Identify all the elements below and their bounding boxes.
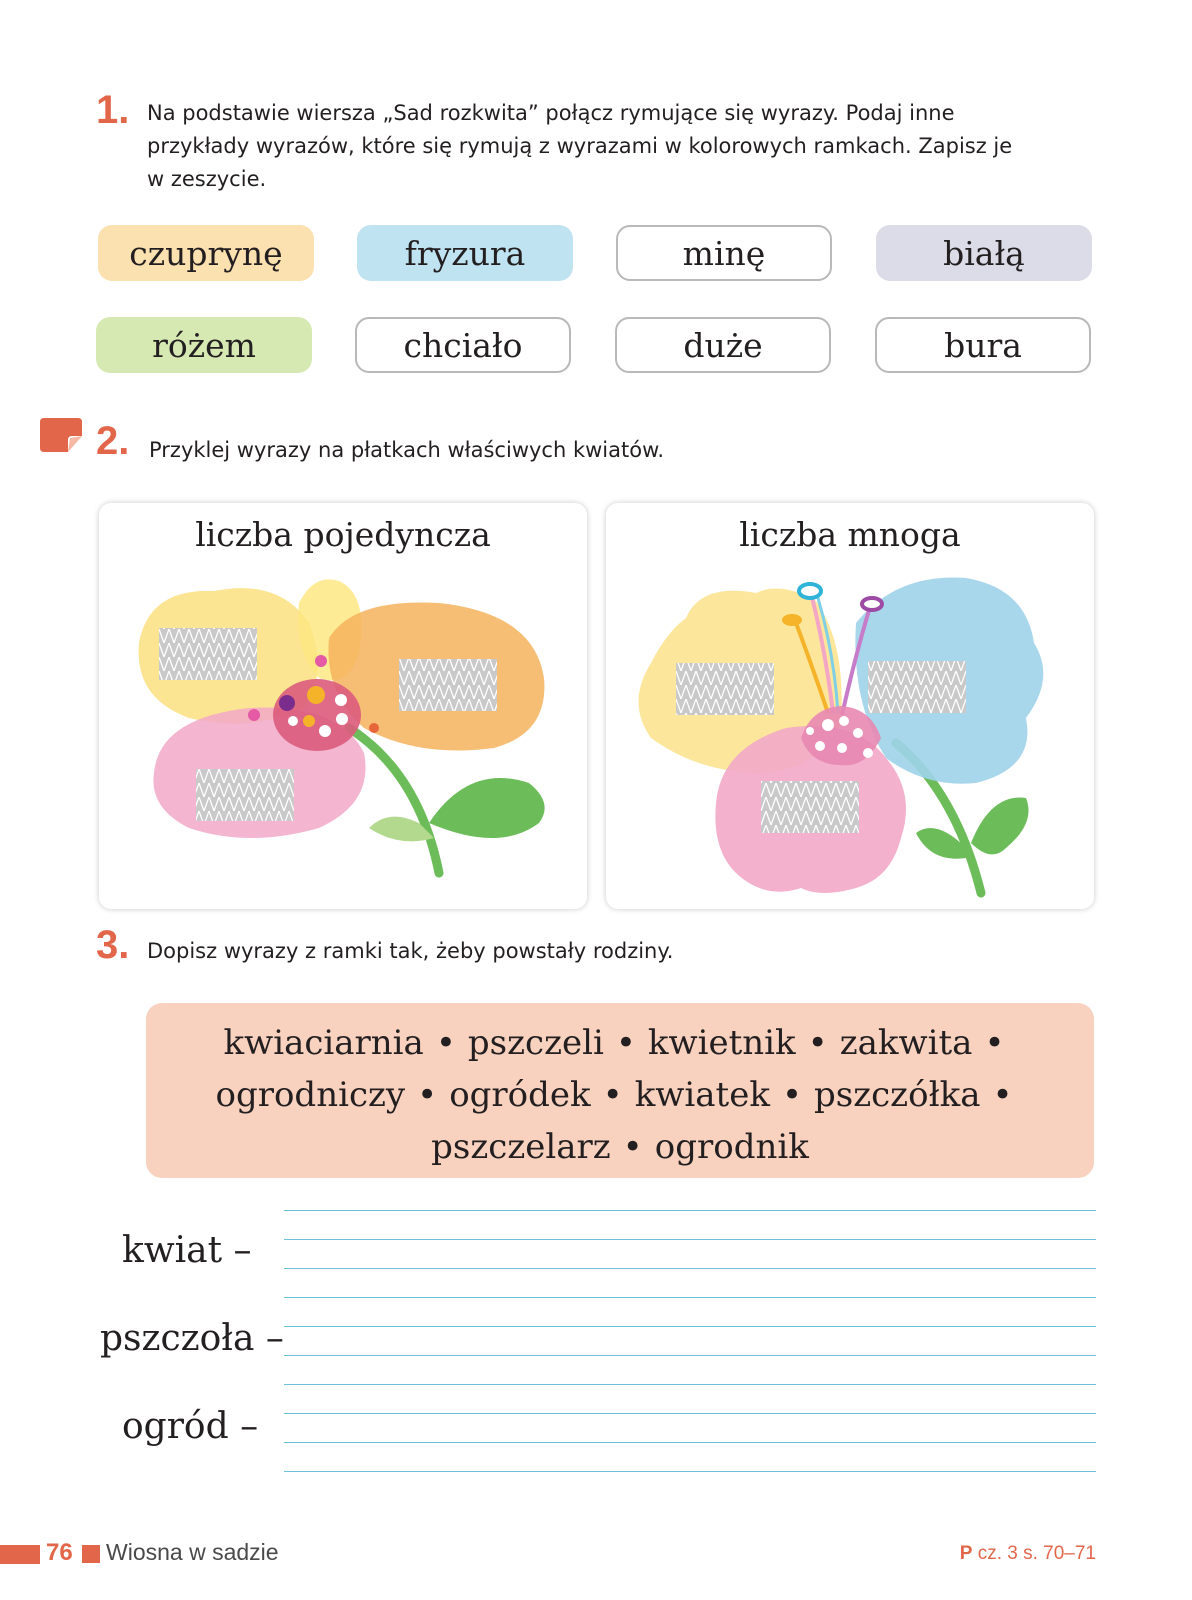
word-bank-line [166,1069,1074,1121]
writing-line[interactable] [284,1239,1096,1240]
word-box-czupryne: czuprynę [98,225,314,281]
task-1-line: w zeszycie. [147,167,267,191]
page-reference-pages: cz. 3 s. 70–71 [977,1543,1096,1564]
bullet: • [622,1127,643,1167]
word-bank-line [166,1121,1074,1173]
sticker-slot [159,628,257,680]
bullet: • [984,1023,1005,1063]
bullet: • [992,1075,1013,1115]
stem [349,728,439,873]
family-label-kwiat: kwiat – [122,1230,252,1271]
writing-line[interactable] [284,1413,1096,1414]
writing-line[interactable] [284,1268,1096,1269]
bullet: • [435,1023,456,1063]
page-number: 76 [46,1539,73,1566]
flower-plural-illustration [606,503,1094,909]
bank-word: zakwita [839,1023,973,1063]
footer-square-icon [82,1545,100,1563]
sticker-slot [676,663,774,715]
task-1-line: przykłady wyrazów, które się rymują z wyrazami w kolorowych ramkach. Zapisz je [147,134,1013,158]
writing-line[interactable] [284,1384,1096,1385]
bank-word: pszczółka [814,1075,981,1115]
writing-line[interactable] [284,1326,1096,1327]
family-label-pszczola: pszczoła – [100,1318,284,1359]
task-2-number: 2. [96,419,130,463]
bank-word: ogrodniczy [215,1075,406,1115]
panel-plural-title: liczba mnoga [739,515,961,554]
panel-singular-title: liczba pojedyncza [195,515,491,554]
footer-accent-bar [0,1545,40,1564]
bank-word: pszczeli [467,1023,604,1063]
writing-line[interactable] [284,1355,1096,1356]
bullet: • [807,1023,828,1063]
bank-word: ogrodnik [654,1127,809,1167]
word-box-fryzura: fryzura [357,225,573,281]
sticker-slot [399,659,497,711]
page-reference-p: P [959,1543,973,1564]
bank-word: ogródek [449,1075,591,1115]
bank-word: kwietnik [647,1023,796,1063]
word-box-rozem: różem [96,317,312,373]
task-3-instructions: Dopisz wyrazy z ramki tak, żeby powstały rodziny. [147,939,674,963]
sticker-slot [196,769,294,821]
sticker-icon [38,416,84,454]
bullet: • [417,1075,438,1115]
word-box-chcialo: chciało [355,317,571,373]
task-3-number: 3. [96,923,130,967]
writing-line[interactable] [284,1471,1096,1472]
writing-line[interactable] [284,1442,1096,1443]
word-box-biala: białą [876,225,1092,281]
bank-word: pszczelarz [431,1127,611,1167]
panel-plural [606,503,1094,909]
word-bank-line [166,1017,1074,1069]
sticker-slot [761,781,859,833]
page-reference [960,1543,1096,1565]
sticker-slot [868,661,966,713]
task-1-instructions [147,97,1012,196]
bullet: • [781,1075,803,1115]
leaf [429,778,545,838]
task-2-instructions: Przyklej wyrazy na płatkach właściwych kwiatów. [149,438,664,462]
word-box-mine: minę [616,225,832,281]
writing-line[interactable] [284,1297,1096,1298]
section-title: Wiosna w sadzie [106,1539,279,1565]
family-label-ogrod: ogród – [122,1406,259,1447]
word-bank [146,1003,1094,1178]
flower-singular-illustration [99,503,587,909]
word-box-bura: bura [875,317,1091,373]
bullet: • [615,1023,636,1063]
task-1-line: Na podstawie wiersza „Sad rozkwita” połącz rymujące się wyrazy. Podaj inne [147,101,955,125]
bank-word: kwiatek [634,1075,770,1115]
bank-word: kwiaciarnia [223,1023,424,1063]
word-box-duze: duże [615,317,831,373]
task-1-number: 1. [96,88,130,132]
bullet: • [602,1075,623,1115]
writing-line[interactable] [284,1210,1096,1211]
panel-singular [99,503,587,909]
